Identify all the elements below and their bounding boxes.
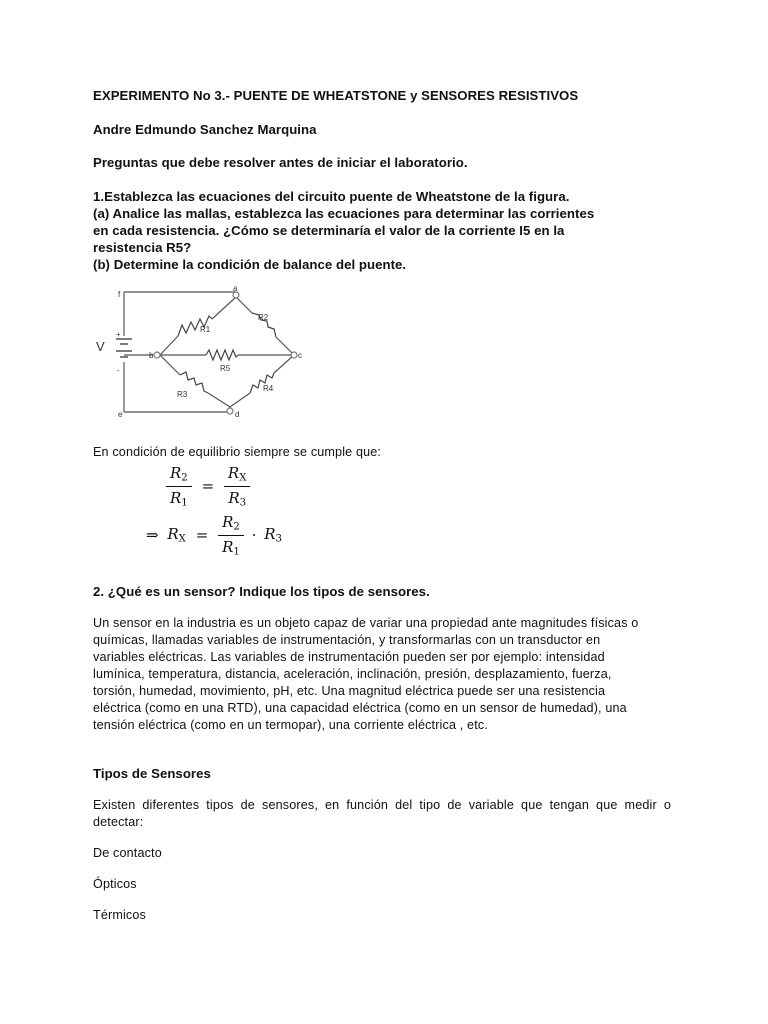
intro-line: Existen diferentes tipos de sensores, en función del tipo de variable que tengan que medir o	[93, 798, 671, 812]
label-r2: R2	[258, 313, 269, 322]
question-1-line: (b) Determine la condición de balance del puente.	[93, 257, 407, 272]
label-minus: -	[117, 366, 120, 375]
label-d: d	[235, 410, 240, 419]
fraction-r2-r1-b: $\frac{R_2}{R_1}$	[218, 513, 244, 557]
sensor-definition-paragraph	[93, 615, 638, 734]
paragraph-line: variables eléctricas. Las variables de instrumentación pueden ser por ejemplo: intensidad	[93, 650, 605, 664]
sensor-type-item: De contacto	[93, 846, 162, 860]
label-r5: R5	[220, 364, 231, 373]
paragraph-line: eléctrica (como en una RTD), una capacidad eléctrica (como en un sensor de humedad), una	[93, 701, 627, 715]
label-e: e	[118, 410, 123, 419]
label-r3: R3	[177, 390, 188, 399]
question-2-heading: 2. ¿Qué es un sensor? Indique los tipos de sensores.	[93, 584, 430, 599]
question-1-line: 1.Establezca las ecuaciones del circuito puente de Wheatstone de la figura.	[93, 189, 570, 204]
balance-equation: $\frac{R_2}{R_1}$ = $\frac{R_X}{R_3}$	[166, 464, 250, 508]
paragraph-line: lumínica, temperatura, distancia, aceleración, inclinación, presión, desplazamiento, fuerza,	[93, 667, 612, 681]
question-1-line: resistencia R5?	[93, 240, 192, 255]
sensor-types-intro	[93, 797, 671, 831]
paragraph-line: Un sensor en la industria es un objeto capaz de variar una propiedad ante magnitudes físicas o	[93, 616, 639, 630]
question-1-line: en cada resistencia. ¿Cómo se determinaría el valor de la corriente I5 en la	[93, 223, 565, 238]
node-d	[227, 408, 233, 414]
voltage-label: V	[96, 339, 105, 354]
intro-line: detectar:	[93, 815, 144, 829]
label-r1: R1	[200, 325, 211, 334]
question-1-line: (a) Analice las mallas, establezca las ecuaciones para determinar las corrientes	[93, 206, 595, 221]
paragraph-line: torsión, humedad, movimiento, pH, etc. Una magnitud eléctrica puede ser una resistencia	[93, 684, 606, 698]
rx-equation: ⇒ $R_X$ = $\frac{R_2}{R_1}$ · $R_3$	[146, 513, 282, 558]
sensor-types-heading: Tipos de Sensores	[93, 766, 211, 781]
label-f: f	[118, 290, 121, 299]
label-r4: R4	[263, 384, 274, 393]
sensor-type-item: Térmicos	[93, 908, 146, 922]
equilibrium-text: En condición de equilibrio siempre se cumple que:	[93, 445, 382, 459]
preliminary-questions-heading: Preguntas que debe resolver antes de iniciar el laboratorio.	[93, 155, 468, 170]
label-b: b	[149, 351, 154, 360]
wheatstone-bridge-diagram	[112, 281, 310, 423]
question-1	[93, 188, 594, 273]
paragraph-line: químicas, llamadas variables de instrumentación, y transformarlas con un transductor en	[93, 633, 601, 647]
document-title: EXPERIMENTO No 3.- PUENTE DE WHEATSTONE y SENSORES RESISTIVOS	[93, 88, 579, 103]
label-c: c	[298, 351, 302, 360]
label-plus: +	[116, 330, 121, 339]
author-name: Andre Edmundo Sanchez Marquina	[93, 122, 317, 137]
label-a: a	[233, 284, 238, 293]
sensor-type-item: Ópticos	[93, 877, 137, 891]
node-b	[154, 352, 160, 358]
paragraph-line: tensión eléctrica (como en un termopar), una corriente eléctrica , etc.	[93, 718, 488, 732]
fraction-rx-r3: $\frac{R_X}{R_3}$	[224, 464, 251, 508]
node-c	[291, 352, 297, 358]
fraction-r2-r1: $\frac{R_2}{R_1}$	[166, 464, 192, 508]
